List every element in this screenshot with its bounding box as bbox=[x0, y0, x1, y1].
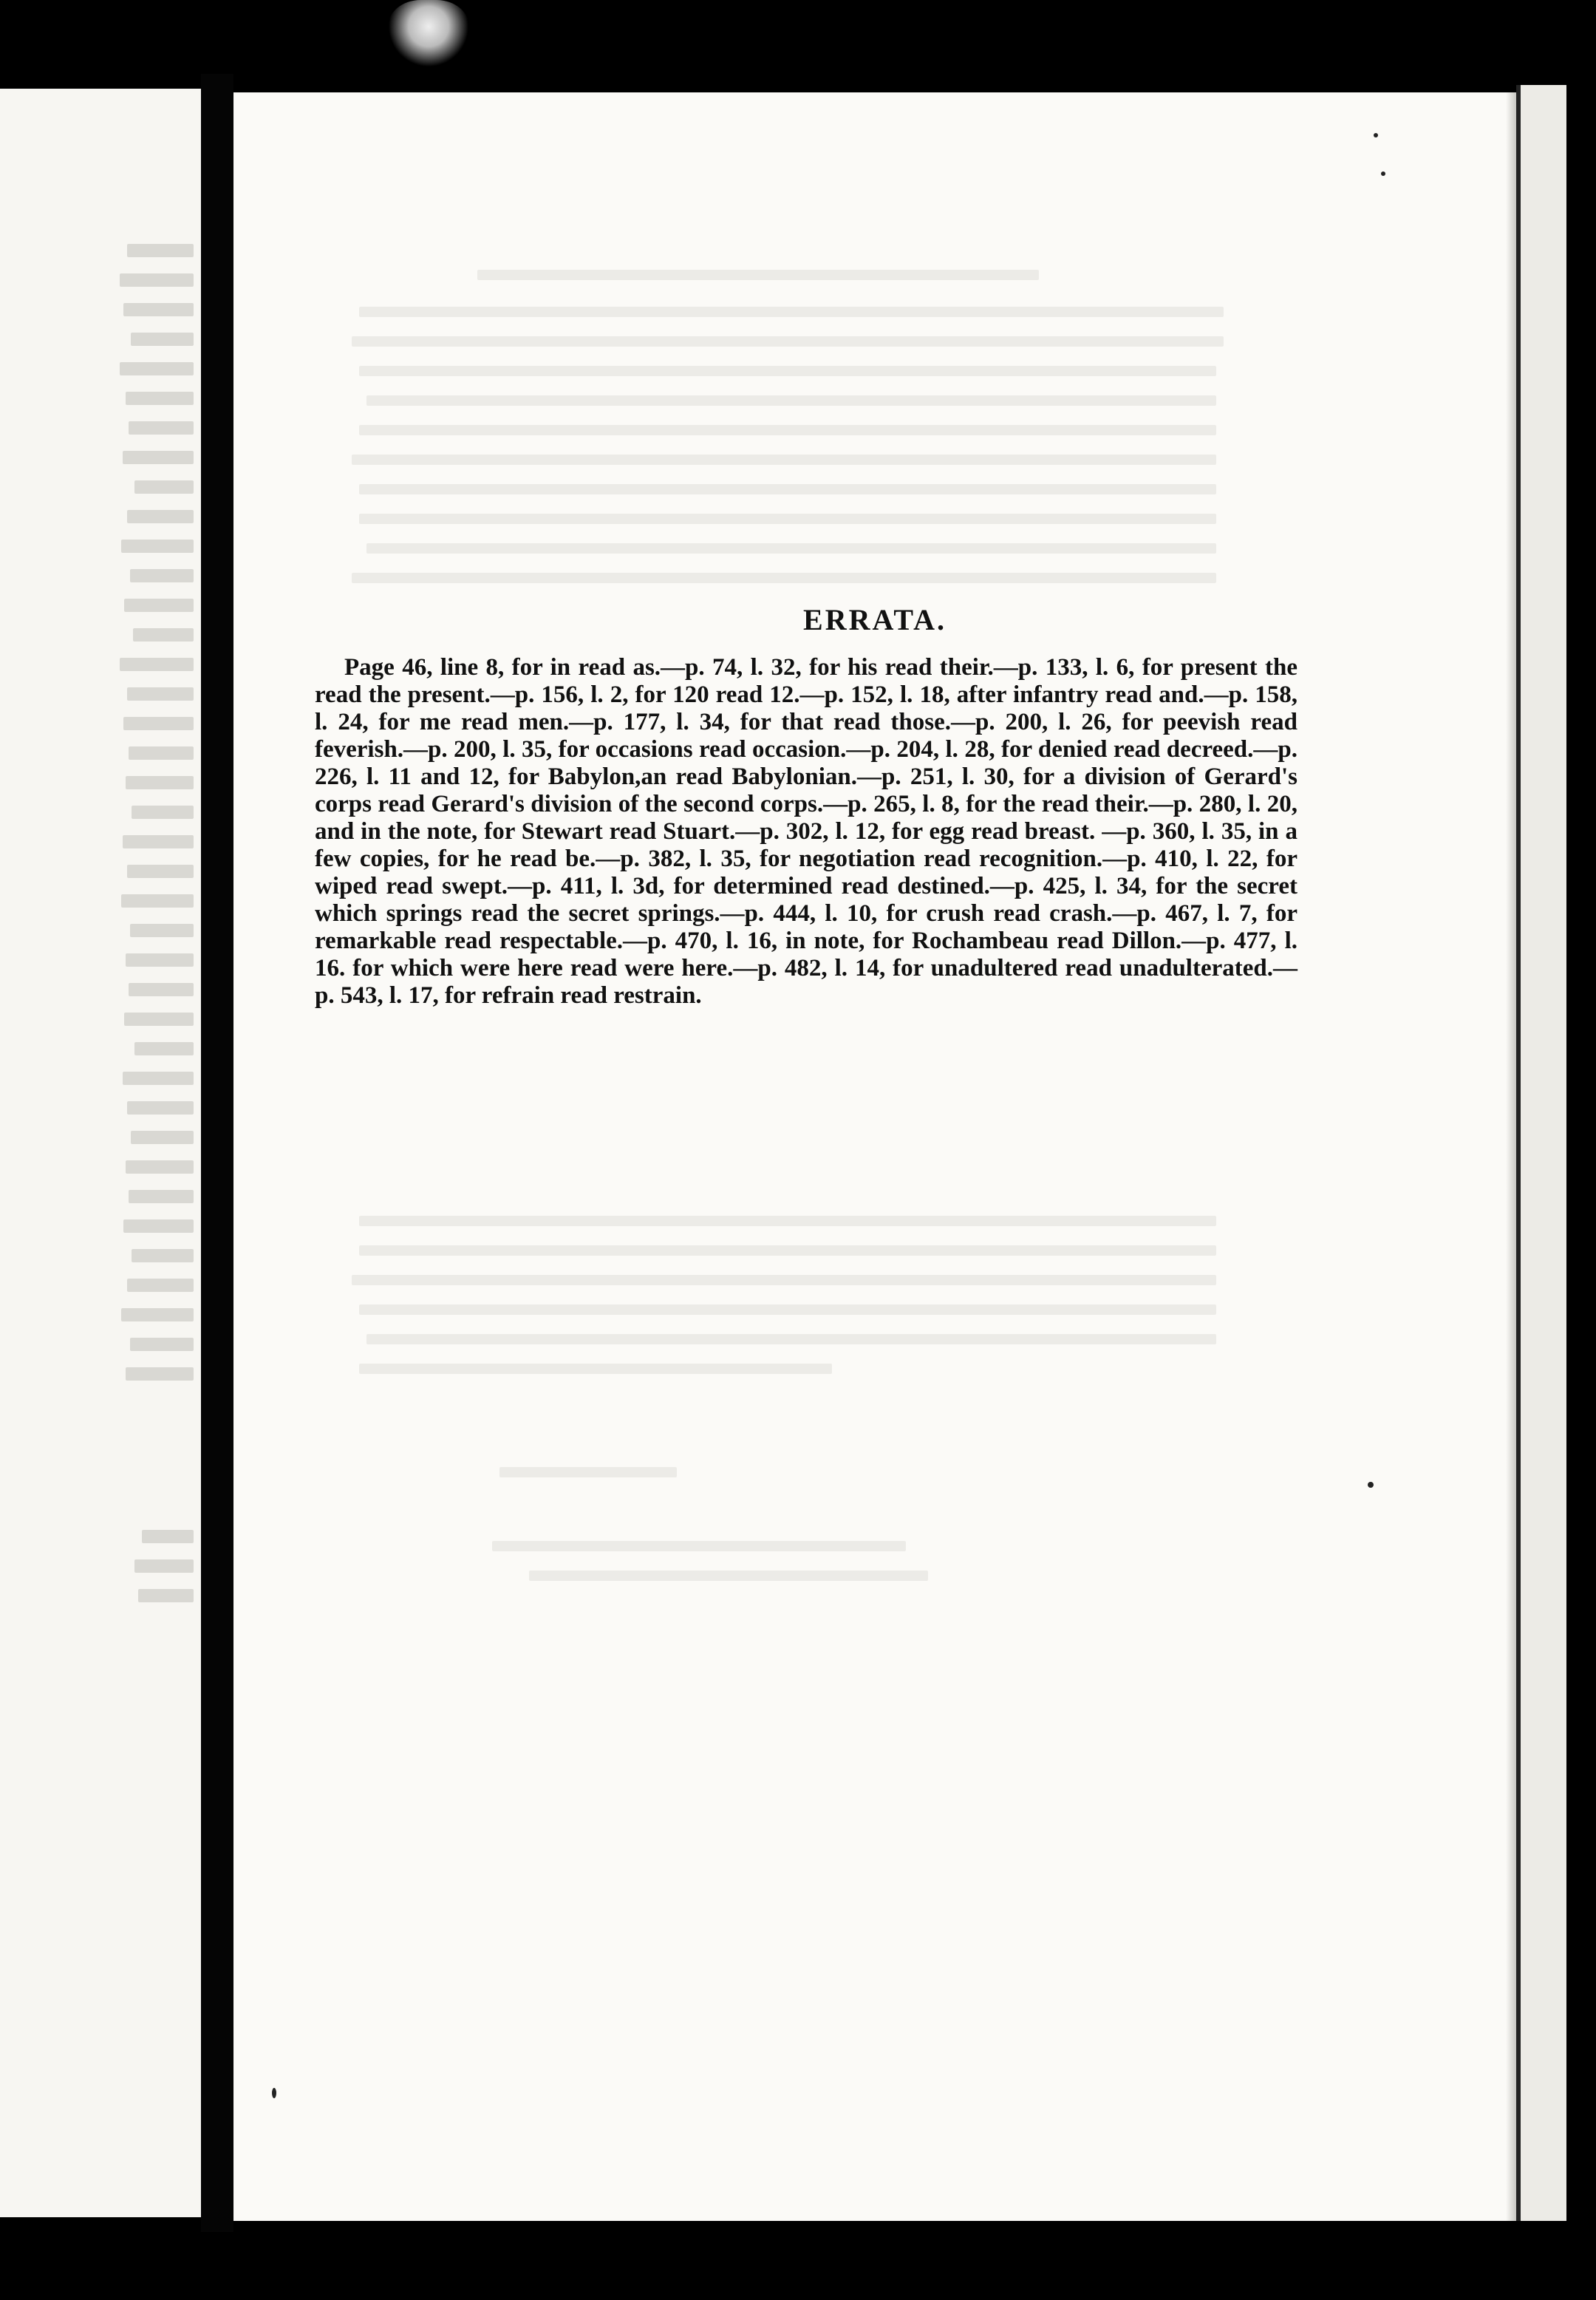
errata-page bbox=[233, 92, 1516, 2221]
ink-speck bbox=[1381, 171, 1385, 176]
ink-speck bbox=[1368, 1482, 1374, 1488]
facing-page-edge bbox=[0, 89, 201, 2217]
scan-smudge bbox=[388, 0, 469, 67]
ink-speck bbox=[272, 2088, 276, 2098]
page-edge-shadow bbox=[1506, 92, 1516, 2221]
next-page-edge bbox=[1516, 85, 1566, 2221]
binding-gutter bbox=[201, 74, 233, 2232]
ink-speck bbox=[1374, 133, 1378, 137]
errata-text: Page 46, line 8, for in read as.—p. 74, l. 32, for his read their.—p. 133, l. 6, for present the read the present.—p. 156, l. 2, for 120 read 12.—p. 152, l. 18, after infantry read and.—p. 158, l. 24, for me read men.—p. 177, l. 34, for that read those.—p. 200, l. 26, for peevish read feverish.—p. 200, l. 35, for occasions read occasion.—p. 204, l. 28, for denied read decreed.—p. 226, l. 11 and 12, for Babylon,an read Babylonian.—p. 251, l. 30, for a division of Gerard's corps read Gerard's division of the second corps.—p. 265, l. 8, for the read their.—p. 280, l. 20, and in the note, for Stewart read Stuart.—p. 302, l. 12, for egg read breast. —p. 360, l. 35, in a few copies, for he read be.—p. 382, l. 35, for negotiation read recognition.—p. 410, l. 22, for wiped read swept.—p. 411, l. 3d, for determined read destined.—p. 425, l. 34, for the secret which springs read the secret springs.—p. 444, l. 10, for crush read crash.—p. 467, l. 7, for remarkable read respectable.—p. 470, l. 16, in note, for Rochambeau read Dillon.—p. 477, l. 16. for which were here read were here.—p. 482, l. 14, for unadultered read unadulterated.—p. 543, l. 17, for refrain read restrain. bbox=[315, 654, 1297, 1009]
errata-heading: ERRATA. bbox=[803, 603, 947, 636]
